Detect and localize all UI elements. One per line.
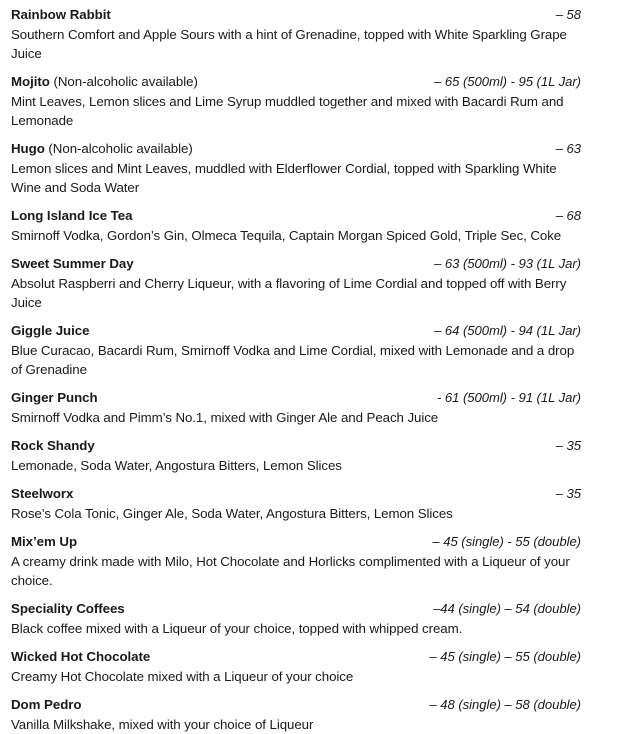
menu-item-name: Wicked Hot Chocolate	[11, 649, 151, 664]
menu-item-list	[11, 6, 581, 734]
menu-item-price: – 63	[555, 141, 581, 156]
menu-item-header	[11, 485, 581, 503]
menu-item-name-group	[11, 140, 193, 158]
menu-item-name: Rainbow Rabbit	[11, 7, 111, 22]
menu-item-name: Speciality Coffees	[11, 601, 125, 616]
menu-item-name-group	[11, 600, 125, 618]
menu-item-name-group	[11, 255, 134, 273]
menu-item-price: – 35	[555, 438, 581, 453]
menu-item-name: Giggle Juice	[11, 323, 90, 338]
menu-item	[11, 600, 581, 638]
menu-item-price: – 35	[555, 486, 581, 501]
menu-item-name-group	[11, 437, 95, 455]
menu-item-name: Mojito	[11, 74, 50, 89]
menu-item-description: Creamy Hot Chocolate mixed with a Liqueur of your choice	[11, 669, 354, 684]
menu-item-header	[11, 533, 581, 551]
menu-item-name-group	[11, 73, 198, 91]
menu-item-description: Smirnoff Vodka, Gordon’s Gin, Olmeca Tequila, Captain Morgan Spiced Gold, Triple Sec, Coke	[11, 228, 562, 243]
menu-item	[11, 140, 581, 197]
menu-item	[11, 73, 581, 130]
menu-item-header	[11, 73, 581, 91]
menu-item	[11, 648, 581, 686]
menu-item-description: A creamy drink made with Milo, Hot Chocolate and Horlicks complimented with a Liqueur of your choice.	[11, 554, 570, 588]
menu-item-header	[11, 140, 581, 158]
menu-item-header	[11, 437, 581, 455]
menu-item-header	[11, 255, 581, 273]
menu-item-qualifier: (Non-alcoholic available)	[44, 141, 193, 156]
menu-item-price: – 58	[555, 7, 581, 22]
menu-item-description: Vanilla Milkshake, mixed with your choice of Liqueur	[11, 717, 314, 732]
menu-item-price: – 64 (500ml) - 94 (1L Jar)	[434, 323, 581, 338]
menu-item-header	[11, 389, 581, 407]
menu-item-header	[11, 207, 581, 225]
menu-item-name: Rock Shandy	[11, 438, 95, 453]
menu-item	[11, 389, 581, 427]
menu-item-description: Mint Leaves, Lemon slices and Lime Syrup muddled together and mixed with Bacardi Rum and Lemonade	[11, 94, 564, 128]
menu-item-description: Absolut Raspberri and Cherry Liqueur, with a flavoring of Lime Cordial and topped off with Berry Juice	[11, 276, 567, 310]
menu-item-name-group	[11, 6, 111, 24]
menu-item-name-group	[11, 533, 77, 551]
menu-item	[11, 696, 581, 734]
menu-item-name: Hugo	[11, 141, 45, 156]
menu-item	[11, 485, 581, 523]
menu-item-header	[11, 322, 581, 340]
menu-item-description: Southern Comfort and Apple Sours with a hint of Grenadine, topped with White Sparkling Grape Juice	[11, 27, 567, 61]
menu-item-description: Black coffee mixed with a Liqueur of your choice, topped with whipped cream.	[11, 621, 463, 636]
menu-item-description: Rose’s Cola Tonic, Ginger Ale, Soda Water, Angostura Bitters, Lemon Slices	[11, 506, 453, 521]
menu-item-name: Steelworx	[11, 486, 74, 501]
menu-item-price: – 65 (500ml) - 95 (1L Jar)	[434, 74, 581, 89]
menu-item-name-group	[11, 389, 98, 407]
menu-item-header	[11, 6, 581, 24]
menu-item-description: Lemonade, Soda Water, Angostura Bitters, Lemon Slices	[11, 458, 342, 473]
menu-item-header	[11, 648, 581, 666]
menu-item-price: – 63 (500ml) - 93 (1L Jar)	[434, 256, 581, 271]
menu-item-name: Long Island Ice Tea	[11, 208, 133, 223]
menu-item	[11, 255, 581, 312]
menu-item-header	[11, 600, 581, 618]
menu-item-description: Blue Curacao, Bacardi Rum, Smirnoff Vodka and Lime Cordial, mixed with Lemonade and a drop of Grenadine	[11, 343, 575, 377]
menu-item-name: Dom Pedro	[11, 697, 82, 712]
menu-item	[11, 6, 581, 63]
menu-item-price: – 45 (single) – 55 (double)	[429, 649, 581, 664]
menu-item-qualifier: (Non-alcoholic available)	[49, 74, 198, 89]
menu-item	[11, 437, 581, 475]
menu-item-name-group	[11, 696, 81, 714]
menu-item-price: - 61 (500ml) - 91 (1L Jar)	[437, 390, 581, 405]
menu-item-name: Sweet Summer Day	[11, 256, 134, 271]
menu-item	[11, 322, 581, 379]
menu-item	[11, 533, 581, 590]
menu-item-price: – 45 (single) - 55 (double)	[432, 534, 581, 549]
menu-item-name-group	[11, 322, 89, 340]
menu-item-description: Smirnoff Vodka and Pimm’s No.1, mixed with Ginger Ale and Peach Juice	[11, 410, 439, 425]
menu-item-header	[11, 696, 581, 714]
menu-item-name-group	[11, 485, 73, 503]
menu-item-description: Lemon slices and Mint Leaves, muddled with Elderflower Cordial, topped with Sparkling White Wine and Soda Water	[11, 161, 557, 195]
menu-item-name-group	[11, 207, 132, 225]
menu-item-price: – 68	[555, 208, 581, 223]
menu-item-name: Ginger Punch	[11, 390, 98, 405]
menu-item-name: Mix’em Up	[11, 534, 78, 549]
menu-item-price: –44 (single) – 54 (double)	[433, 601, 581, 616]
menu-item-price: – 48 (single) – 58 (double)	[429, 697, 581, 712]
menu-item	[11, 207, 581, 245]
menu-item-name-group	[11, 648, 150, 666]
cut-off-previous-line	[11, 0, 580, 3]
